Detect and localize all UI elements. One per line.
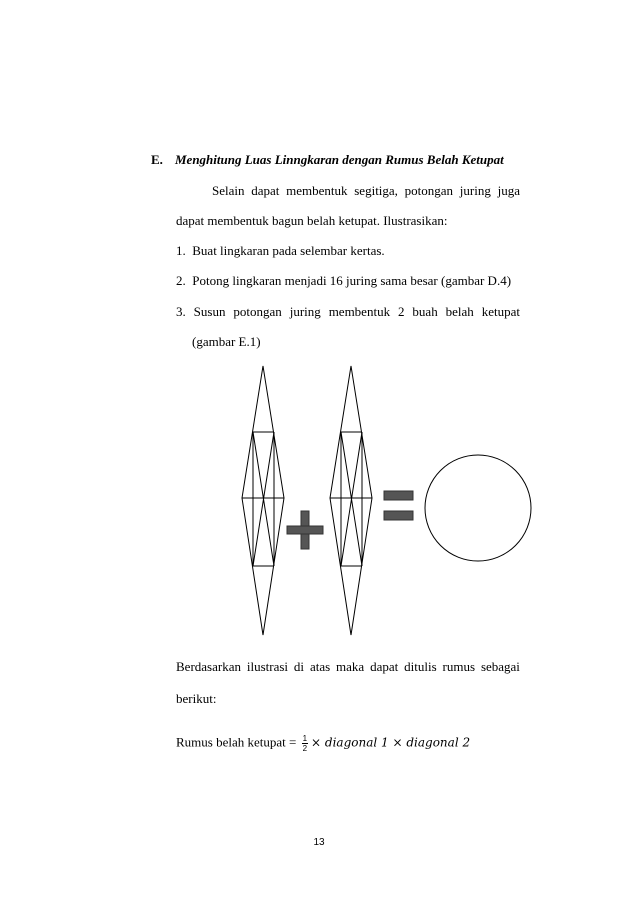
formula xyxy=(176,734,470,753)
word: juga xyxy=(497,183,520,198)
word: juring xyxy=(289,304,321,319)
word: membentuk xyxy=(328,304,391,319)
word: ditulis xyxy=(404,659,437,674)
word: Selain xyxy=(212,183,245,198)
word: dapat xyxy=(370,659,399,674)
word: sebagai xyxy=(480,659,520,674)
word: Berdasarkan xyxy=(176,659,241,674)
word: 3. xyxy=(176,304,186,319)
formula-label: Rumus belah ketupat = xyxy=(176,734,300,750)
section-title: Menghitung Luas Linngkaran dengan Rumus Belah Ketupat xyxy=(175,152,504,167)
equals-icon xyxy=(384,491,413,520)
word: dapat xyxy=(251,183,280,198)
word: juring xyxy=(459,183,491,198)
conclusion-line-2: berikut: xyxy=(176,691,217,706)
word: rumus xyxy=(442,659,476,674)
word: potongan xyxy=(233,304,282,319)
conclusion-line-1 xyxy=(176,659,520,675)
word: ketupat xyxy=(481,304,520,319)
word: di xyxy=(293,659,305,674)
circle-shape xyxy=(425,455,531,561)
word: belah xyxy=(445,304,474,319)
fraction xyxy=(302,734,308,753)
page-number: 13 xyxy=(313,837,325,848)
word: ilustrasi xyxy=(246,659,289,674)
word: membentuk xyxy=(286,183,348,198)
word: maka xyxy=(336,659,365,674)
word: buah xyxy=(412,304,438,319)
word: 2 xyxy=(398,304,405,319)
plus-icon xyxy=(287,511,323,549)
step-3-continuation: (gambar E.1) xyxy=(192,334,261,349)
word: segitiga, xyxy=(354,183,398,198)
fraction-denominator: 2 xyxy=(302,744,308,753)
step-1: 1. Buat lingkaran pada selembar kertas. xyxy=(176,243,385,258)
fraction-numerator: 1 xyxy=(302,734,308,743)
formula-expression: × diagonal 1 × diagonal 2 xyxy=(311,735,471,750)
section-letter: E. xyxy=(151,152,163,167)
word: potongan xyxy=(404,183,454,198)
step-2: 2. Potong lingkaran menjadi 16 juring sama besar (gambar D.4) xyxy=(176,273,512,288)
rhombus-left xyxy=(242,366,284,635)
word: atas xyxy=(309,659,331,674)
rhombus-right xyxy=(330,366,372,635)
word: Susun xyxy=(193,304,226,319)
paragraph-1-line-2: dapat membentuk bagun belah ketupat. Ilustrasikan: xyxy=(176,213,448,228)
